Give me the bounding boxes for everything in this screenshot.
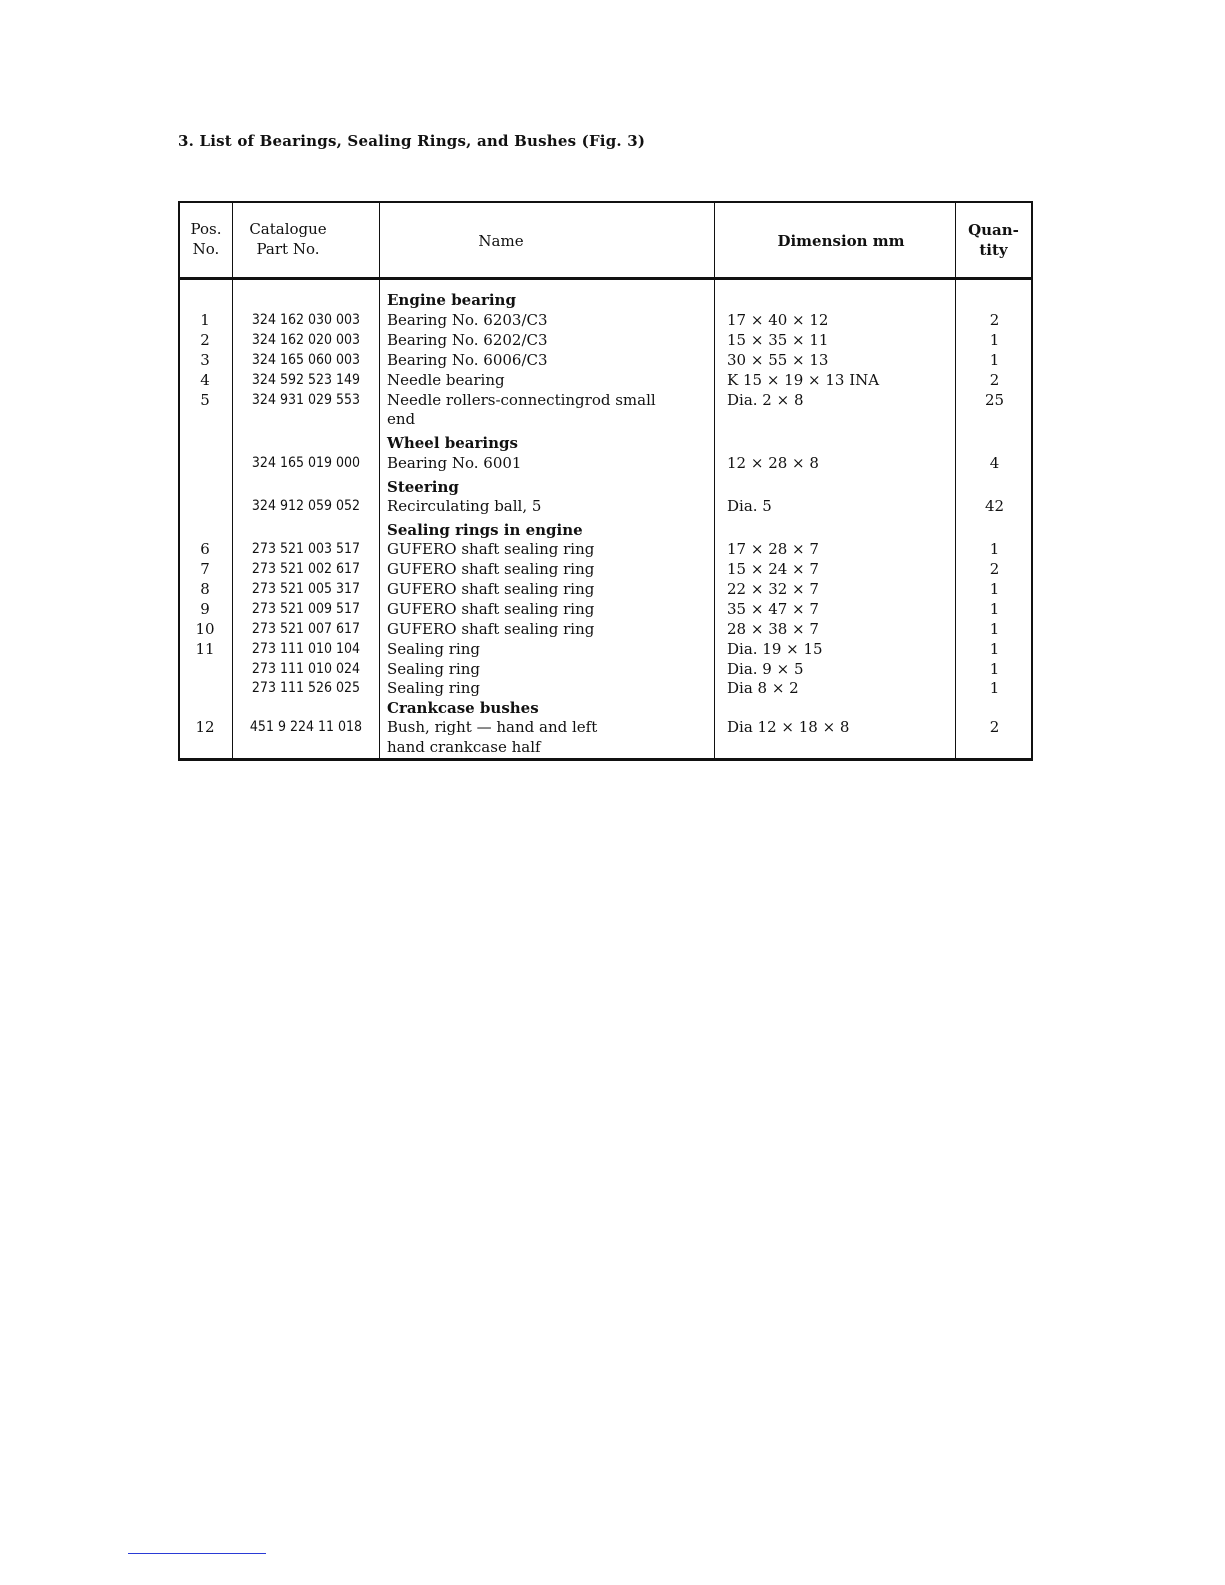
cell-dimension: Dia. 2 × 8 xyxy=(727,391,804,409)
cell-dimension: Dia 12 × 18 × 8 xyxy=(727,718,850,736)
cell-dimension: Dia 8 × 2 xyxy=(727,679,799,697)
cell-catalogue-no: 273 111 010 024 xyxy=(251,661,361,677)
header-qty-line1: Quan- xyxy=(968,221,1019,239)
cell-dimension: 35 × 47 × 7 xyxy=(727,600,819,618)
table-top-rule xyxy=(178,201,1033,203)
cell-quantity: 1 xyxy=(989,580,1000,598)
cell-quantity: 1 xyxy=(989,660,1000,678)
cell-catalogue-no: 273 521 002 617 xyxy=(251,561,361,577)
table-row xyxy=(178,453,1033,473)
cell-dimension: 17 × 28 × 7 xyxy=(727,540,819,558)
cell-name: Recirculating ball, 5 xyxy=(387,497,542,515)
cell-name: GUFERO shaft sealing ring xyxy=(387,620,595,638)
section-header-row xyxy=(178,520,1033,540)
cell-catalogue-no: 324 165 019 000 xyxy=(251,455,361,471)
cell-pos: 2 xyxy=(200,331,210,349)
section-header-row xyxy=(178,290,1033,310)
cell-name: Sealing ring xyxy=(387,660,480,678)
table-row xyxy=(178,737,1033,757)
cell-quantity: 1 xyxy=(989,540,1000,558)
table-row xyxy=(178,639,1033,659)
cell-name: Steering xyxy=(387,478,459,496)
cell-quantity: 4 xyxy=(989,454,1000,472)
cell-name: Engine bearing xyxy=(387,291,516,309)
cell-dimension: 28 × 38 × 7 xyxy=(727,620,819,638)
cell-quantity: 1 xyxy=(989,620,1000,638)
header-qty-line2: tity xyxy=(979,241,1008,259)
header-cat-line2: Part No. xyxy=(256,240,320,258)
page-heading: 3. List of Bearings, Sealing Rings, and Bushes (Fig. 3) xyxy=(178,132,646,150)
header-pos-line1: Pos. xyxy=(190,220,222,238)
cell-catalogue-no: 273 521 003 517 xyxy=(251,541,361,557)
cell-name: end xyxy=(387,410,416,428)
cell-quantity: 1 xyxy=(989,351,1000,369)
cell-name: hand crankcase half xyxy=(387,738,541,756)
table-row xyxy=(178,619,1033,639)
table-row xyxy=(178,579,1033,599)
cell-quantity: 1 xyxy=(989,640,1000,658)
cell-pos: 1 xyxy=(200,311,210,329)
table-row xyxy=(178,350,1033,370)
cell-name: Sealing ring xyxy=(387,640,480,658)
table-row xyxy=(178,539,1033,559)
table-row xyxy=(178,717,1033,737)
cell-name: Crankcase bushes xyxy=(387,699,539,717)
cell-catalogue-no: 324 165 060 003 xyxy=(251,352,361,368)
cell-name: Bearing No. 6001 xyxy=(387,454,522,472)
cell-catalogue-no: 273 521 009 517 xyxy=(251,601,361,617)
cell-quantity: 2 xyxy=(989,718,1000,736)
table-row xyxy=(178,678,1033,698)
table-bottom-rule xyxy=(178,758,1033,761)
table-row xyxy=(178,310,1033,330)
cell-pos: 9 xyxy=(200,600,210,618)
cell-name: GUFERO shaft sealing ring xyxy=(387,580,595,598)
cell-catalogue-no: 273 521 007 617 xyxy=(251,621,361,637)
cell-name: Bearing No. 6006/C3 xyxy=(387,351,548,369)
cell-name: GUFERO shaft sealing ring xyxy=(387,540,595,558)
cell-catalogue-no: 324 162 020 003 xyxy=(251,332,361,348)
bearings-table xyxy=(178,201,1033,762)
cell-quantity: 1 xyxy=(989,331,1000,349)
cell-dimension: K 15 × 19 × 13 INA xyxy=(727,371,880,389)
header-catalogue xyxy=(233,219,343,259)
cell-pos: 4 xyxy=(200,371,210,389)
cell-catalogue-no: 324 931 029 553 xyxy=(251,392,361,408)
table-row xyxy=(178,370,1033,390)
cell-pos: 7 xyxy=(200,560,210,578)
section-header-row xyxy=(178,698,1033,718)
cell-name: Sealing ring xyxy=(387,679,480,697)
cell-quantity: 1 xyxy=(989,679,1000,697)
cell-dimension: 30 × 55 × 13 xyxy=(727,351,829,369)
cell-quantity: 2 xyxy=(989,371,1000,389)
cell-name: Bush, right — hand and left xyxy=(387,718,598,736)
cell-pos: 3 xyxy=(200,351,210,369)
cell-name: Sealing rings in engine xyxy=(387,521,583,539)
cell-name: Wheel bearings xyxy=(387,434,518,452)
header-name: Name xyxy=(478,232,524,250)
table-row xyxy=(178,599,1033,619)
table-row xyxy=(178,496,1033,516)
cell-quantity: 42 xyxy=(984,497,1005,515)
cell-catalogue-no: 273 111 526 025 xyxy=(251,680,361,696)
header-cat-line1: Catalogue xyxy=(249,220,327,238)
cell-pos: 10 xyxy=(195,620,215,638)
cell-quantity: 2 xyxy=(989,311,1000,329)
cell-name: Bearing No. 6202/C3 xyxy=(387,331,548,349)
cell-catalogue-no: 451 9 224 11 018 xyxy=(249,719,363,735)
cell-quantity: 2 xyxy=(989,560,1000,578)
cell-catalogue-no: 324 162 030 003 xyxy=(251,312,361,328)
cell-dimension: 12 × 28 × 8 xyxy=(727,454,819,472)
cell-name: Needle bearing xyxy=(387,371,505,389)
cell-quantity: 25 xyxy=(984,391,1005,409)
cell-dimension: 17 × 40 × 12 xyxy=(727,311,829,329)
header-bottom-rule xyxy=(178,277,1033,280)
header-pos xyxy=(180,219,232,259)
cell-quantity: 1 xyxy=(989,600,1000,618)
cell-catalogue-no: 273 111 010 104 xyxy=(251,641,361,657)
cell-dimension: 22 × 32 × 7 xyxy=(727,580,819,598)
section-header-row xyxy=(178,477,1033,497)
cell-dimension: 15 × 24 × 7 xyxy=(727,560,819,578)
cell-catalogue-no: 324 912 059 052 xyxy=(251,498,361,514)
cell-name: GUFERO shaft sealing ring xyxy=(387,560,595,578)
table-row xyxy=(178,330,1033,350)
cell-dimension: 15 × 35 × 11 xyxy=(727,331,829,349)
header-quantity xyxy=(956,220,1031,260)
cell-pos: 5 xyxy=(200,391,210,409)
header-pos-line2: No. xyxy=(192,240,220,258)
table-row xyxy=(178,659,1033,679)
footer-link-rule xyxy=(128,1553,266,1554)
cell-dimension: Dia. 5 xyxy=(727,497,772,515)
table-row xyxy=(178,409,1033,429)
cell-pos: 11 xyxy=(195,640,215,658)
cell-dimension: Dia. 9 × 5 xyxy=(727,660,804,678)
section-header-row xyxy=(178,433,1033,453)
cell-pos: 12 xyxy=(195,718,215,736)
table-row xyxy=(178,559,1033,579)
cell-catalogue-no: 324 592 523 149 xyxy=(251,372,361,388)
cell-catalogue-no: 273 521 005 317 xyxy=(251,581,361,597)
cell-name: Bearing No. 6203/C3 xyxy=(387,311,548,329)
cell-name: GUFERO shaft sealing ring xyxy=(387,600,595,618)
table-row xyxy=(178,390,1033,410)
header-dimension: Dimension mm xyxy=(777,232,905,250)
cell-pos: 8 xyxy=(200,580,210,598)
cell-name: Needle rollers-connectingrod small xyxy=(387,391,656,409)
cell-pos: 6 xyxy=(200,540,210,558)
cell-dimension: Dia. 19 × 15 xyxy=(727,640,823,658)
